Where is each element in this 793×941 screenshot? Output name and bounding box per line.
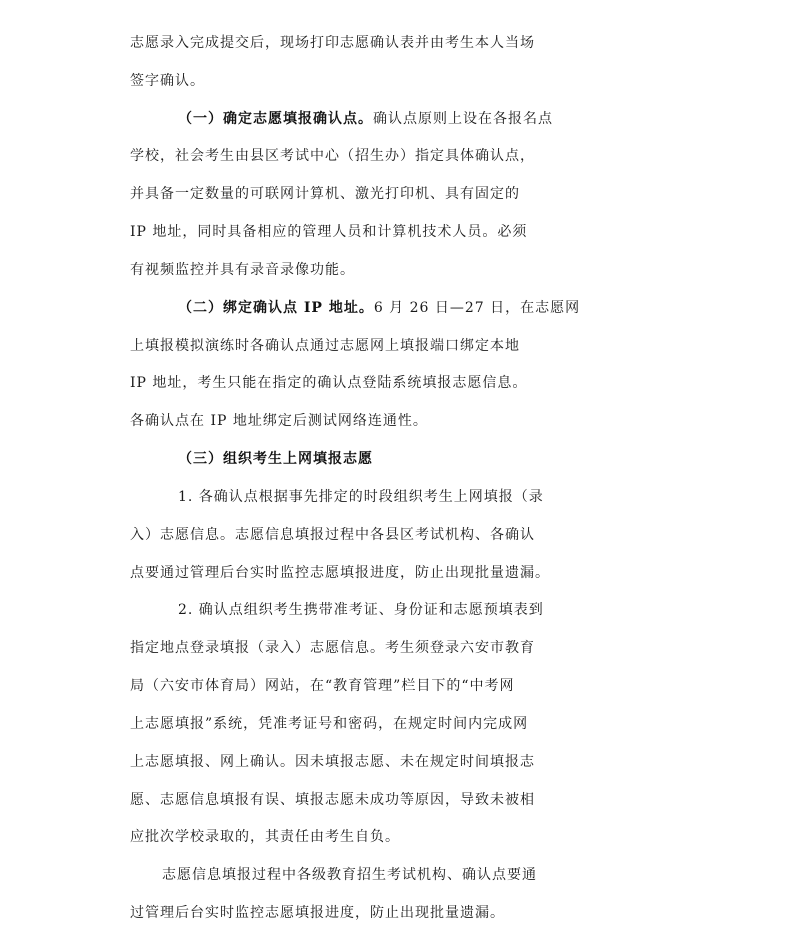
text-line: [0, 438, 793, 480]
body-text: 1. 各确认点根据事先排定的时段组织考生上网填报（录: [178, 489, 544, 505]
text-line: [0, 892, 793, 934]
text-line: [0, 779, 793, 821]
body-text: IP 地址，同时具备相应的管理人员和计算机技术人员。必须: [130, 224, 528, 240]
text-line: [0, 703, 793, 745]
text-line: [0, 816, 793, 858]
heading-text: （三）组织考生上网填报志愿: [178, 451, 373, 467]
heading-text: （二）绑定确认点 IP 地址。: [178, 300, 374, 316]
body-text: 过管理后台实时监控志愿填报进度，防止出现批量遗漏。: [130, 905, 505, 921]
text-line: [0, 135, 793, 177]
text-line: [0, 476, 793, 518]
text-line: [0, 400, 793, 442]
text-line: [0, 60, 793, 102]
text-line: [0, 249, 793, 291]
body-text: 学校，社会考生由县区考试中心（招生办）指定具体确认点，: [130, 148, 535, 164]
body-text: IP 地址，考生只能在指定的确认点登陆系统填报志愿信息。: [130, 375, 528, 391]
text-line: [0, 589, 793, 631]
text-line: [0, 854, 793, 896]
heading-text: （一）确定志愿填报确认点。: [178, 111, 373, 127]
text-line: [0, 741, 793, 783]
body-text: 上志愿填报”系统，凭准考证号和密码，在规定时间内完成网: [130, 716, 529, 732]
body-text: 指定地点登录填报（录入）志愿信息。考生须登录六安市教育: [130, 640, 535, 656]
text-line: [0, 514, 793, 556]
body-text: 上志愿填报、网上确认。因未填报志愿、未在规定时间填报志: [130, 754, 535, 770]
body-text: 应批次学校录取的，其责任由考生自负。: [130, 829, 400, 845]
body-text: 点要通过管理后台实时监控志愿填报进度，防止出现批量遗漏。: [130, 565, 550, 581]
body-text: 上填报模拟演练时各确认点通过志愿网上填报端口绑定本地: [130, 338, 520, 354]
text-line: [0, 22, 793, 64]
text-line: [0, 98, 793, 140]
text-line: [0, 665, 793, 707]
text-line: [0, 362, 793, 404]
text-line: [0, 325, 793, 367]
body-text: 各确认点在 IP 地址绑定后测试网络连通性。: [130, 413, 428, 429]
text-line: [0, 552, 793, 594]
text-line: [0, 211, 793, 253]
text-line: [0, 627, 793, 669]
text-line: [0, 173, 793, 215]
body-text: 签字确认。: [130, 73, 205, 89]
text-line: [0, 287, 793, 329]
body-text: 2. 确认点组织考生携带准考证、身份证和志愿预填表到: [178, 602, 544, 618]
body-text: 入）志愿信息。志愿信息填报过程中各县区考试机构、各确认: [130, 527, 535, 543]
body-text: 有视频监控并具有录音录像功能。: [130, 262, 355, 278]
body-text: 确认点原则上设在各报名点: [373, 111, 553, 127]
body-text: 志愿录入完成提交后，现场打印志愿确认表并由考生本人当场: [130, 35, 535, 51]
body-text: 并具备一定数量的可联网计算机、激光打印机、具有固定的: [130, 186, 520, 202]
body-text: 局（六安市体育局）网站，在“教育管理”栏目下的“中考网: [130, 678, 515, 694]
body-text: 6 月 26 日—27 日，在志愿网: [373, 300, 581, 316]
body-text: 愿、志愿信息填报有误、填报志愿未成功等原因，导致未被相: [130, 792, 535, 808]
body-text: 志愿信息填报过程中各级教育招生考试机构、确认点要通: [162, 867, 537, 883]
